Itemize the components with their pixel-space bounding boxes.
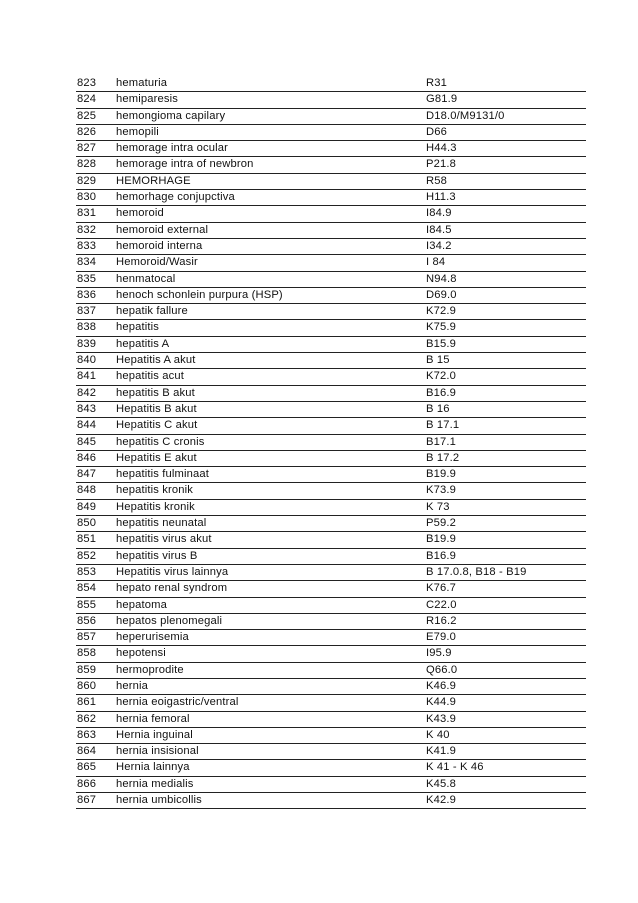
diagnosis-name: hematuria: [112, 76, 424, 92]
table-row: [76, 695, 586, 711]
diagnosis-name: hepatos plenomegali: [112, 613, 424, 629]
icd-code: D66: [424, 124, 586, 140]
row-number: 853: [76, 564, 112, 580]
icd-code: K46.9: [424, 678, 586, 694]
row-number: 826: [76, 124, 112, 140]
icd-code: I84.5: [424, 222, 586, 238]
icd-code: D69.0: [424, 287, 586, 303]
icd-code: C22.0: [424, 597, 586, 613]
table-row: [76, 532, 586, 548]
icd-code: K75.9: [424, 320, 586, 336]
row-number: 824: [76, 92, 112, 108]
row-number: 859: [76, 662, 112, 678]
diagnosis-name: hernia medialis: [112, 776, 424, 792]
table-row: [76, 760, 586, 776]
table-row: [76, 157, 586, 173]
icd-code: K72.0: [424, 369, 586, 385]
icd-code: I84.9: [424, 206, 586, 222]
icd-code: K73.9: [424, 483, 586, 499]
icd-code: B19.9: [424, 467, 586, 483]
icd-code: G81.9: [424, 92, 586, 108]
icd-code: K76.7: [424, 581, 586, 597]
table-row: [76, 727, 586, 743]
table-row: [76, 353, 586, 369]
row-number: 847: [76, 467, 112, 483]
icd-code: R16.2: [424, 613, 586, 629]
table-row: [76, 336, 586, 352]
icd-code: B 17.1: [424, 418, 586, 434]
row-number: 849: [76, 499, 112, 515]
row-number: 863: [76, 727, 112, 743]
row-number: 864: [76, 744, 112, 760]
icd-code: E79.0: [424, 630, 586, 646]
table-row: [76, 141, 586, 157]
diagnosis-name: hernia: [112, 678, 424, 694]
diagnosis-name: HEMORHAGE: [112, 173, 424, 189]
row-number: 857: [76, 630, 112, 646]
row-number: 839: [76, 336, 112, 352]
diagnosis-name: hemiparesis: [112, 92, 424, 108]
diagnosis-name: hepatitis fulminaat: [112, 467, 424, 483]
row-number: 845: [76, 434, 112, 450]
diagnosis-name: hepatitis B akut: [112, 385, 424, 401]
diagnosis-name: hepatik fallure: [112, 304, 424, 320]
diagnosis-name: Hepatitis C akut: [112, 418, 424, 434]
row-number: 856: [76, 613, 112, 629]
table-row: [76, 418, 586, 434]
row-number: 848: [76, 483, 112, 499]
row-number: 828: [76, 157, 112, 173]
diagnosis-name: hepatitis kronik: [112, 483, 424, 499]
icd-code: B 17.0.8, B18 - B19: [424, 564, 586, 580]
table-row: [76, 613, 586, 629]
icd-code: B 17.2: [424, 450, 586, 466]
icd-code: B15.9: [424, 336, 586, 352]
row-number: 860: [76, 678, 112, 694]
icd-code: I 84: [424, 255, 586, 271]
diagnosis-name: hepatitis virus akut: [112, 532, 424, 548]
row-number: 851: [76, 532, 112, 548]
icd-code: K72.9: [424, 304, 586, 320]
table-row: [76, 793, 586, 809]
row-number: 836: [76, 287, 112, 303]
diagnosis-name: henoch schonlein purpura (HSP): [112, 287, 424, 303]
row-number: 830: [76, 190, 112, 206]
diagnosis-name: hepotensi: [112, 646, 424, 662]
icd-code: K41.9: [424, 744, 586, 760]
diagnosis-name: hepatitis acut: [112, 369, 424, 385]
diagnosis-name: hemorage intra ocular: [112, 141, 424, 157]
diagnosis-name: Hernia lainnya: [112, 760, 424, 776]
table-row: [76, 597, 586, 613]
table-row: [76, 385, 586, 401]
row-number: 829: [76, 173, 112, 189]
table-row: [76, 646, 586, 662]
icd-code: N94.8: [424, 271, 586, 287]
table-row: [76, 564, 586, 580]
diagnosis-name: hernia femoral: [112, 711, 424, 727]
diagnosis-name: hepatitis A: [112, 336, 424, 352]
table-row: [76, 255, 586, 271]
diagnosis-code-table: [76, 76, 586, 809]
icd-code: K 73: [424, 499, 586, 515]
diagnosis-name: hemoroid interna: [112, 238, 424, 254]
icd-code: H44.3: [424, 141, 586, 157]
table-row: [76, 173, 586, 189]
table-row: [76, 304, 586, 320]
icd-code: I34.2: [424, 238, 586, 254]
diagnosis-name: hemoroid external: [112, 222, 424, 238]
table-row: [76, 516, 586, 532]
diagnosis-name: hepato renal syndrom: [112, 581, 424, 597]
row-number: 840: [76, 353, 112, 369]
table-row: [76, 287, 586, 303]
icd-code: K45.8: [424, 776, 586, 792]
icd-code: K 41 - K 46: [424, 760, 586, 776]
row-number: 846: [76, 450, 112, 466]
diagnosis-name: hepatitis neunatal: [112, 516, 424, 532]
table-row: [76, 467, 586, 483]
table-row: [76, 271, 586, 287]
row-number: 827: [76, 141, 112, 157]
diagnosis-name: Hemoroid/Wasir: [112, 255, 424, 271]
table-row: [76, 92, 586, 108]
row-number: 842: [76, 385, 112, 401]
row-number: 850: [76, 516, 112, 532]
diagnosis-name: hepatoma: [112, 597, 424, 613]
table-body: [76, 76, 586, 809]
icd-code: K42.9: [424, 793, 586, 809]
table-row: [76, 744, 586, 760]
diagnosis-name: heperurisemia: [112, 630, 424, 646]
table-row: [76, 369, 586, 385]
row-number: 841: [76, 369, 112, 385]
table-row: [76, 630, 586, 646]
icd-code: B17.1: [424, 434, 586, 450]
row-number: 855: [76, 597, 112, 613]
row-number: 823: [76, 76, 112, 92]
table-row: [76, 401, 586, 417]
row-number: 833: [76, 238, 112, 254]
diagnosis-name: hemorhage conjupctiva: [112, 190, 424, 206]
table-row: [76, 499, 586, 515]
diagnosis-name: hernia umbicollis: [112, 793, 424, 809]
row-number: 862: [76, 711, 112, 727]
table-row: [76, 238, 586, 254]
icd-code: B19.9: [424, 532, 586, 548]
row-number: 831: [76, 206, 112, 222]
row-number: 858: [76, 646, 112, 662]
row-number: 843: [76, 401, 112, 417]
icd-code: K44.9: [424, 695, 586, 711]
table-row: [76, 581, 586, 597]
diagnosis-name: Hepatitis A akut: [112, 353, 424, 369]
icd-code: P21.8: [424, 157, 586, 173]
icd-code: K 40: [424, 727, 586, 743]
icd-code: B 15: [424, 353, 586, 369]
table-row: [76, 108, 586, 124]
table-row: [76, 124, 586, 140]
table-row: [76, 222, 586, 238]
icd-code: K43.9: [424, 711, 586, 727]
icd-code: D18.0/M9131/0: [424, 108, 586, 124]
table-row: [76, 548, 586, 564]
table-row: [76, 190, 586, 206]
row-number: 825: [76, 108, 112, 124]
icd-code: R31: [424, 76, 586, 92]
table-row: [76, 776, 586, 792]
row-number: 844: [76, 418, 112, 434]
row-number: 835: [76, 271, 112, 287]
row-number: 832: [76, 222, 112, 238]
diagnosis-name: Hepatitis virus lainnya: [112, 564, 424, 580]
table-row: [76, 320, 586, 336]
icd-code: I95.9: [424, 646, 586, 662]
row-number: 852: [76, 548, 112, 564]
diagnosis-name: hepatitis: [112, 320, 424, 336]
diagnosis-name: hepatitis virus B: [112, 548, 424, 564]
diagnosis-name: hermoprodite: [112, 662, 424, 678]
row-number: 837: [76, 304, 112, 320]
diagnosis-name: henmatocal: [112, 271, 424, 287]
icd-code: R58: [424, 173, 586, 189]
row-number: 866: [76, 776, 112, 792]
icd-code: B16.9: [424, 548, 586, 564]
table-row: [76, 450, 586, 466]
table-row: [76, 434, 586, 450]
icd-code: H11.3: [424, 190, 586, 206]
diagnosis-name: hernia insisional: [112, 744, 424, 760]
icd-code: Q66.0: [424, 662, 586, 678]
diagnosis-name: Hepatitis B akut: [112, 401, 424, 417]
row-number: 867: [76, 793, 112, 809]
diagnosis-name: hemoroid: [112, 206, 424, 222]
diagnosis-name: hepatitis C cronis: [112, 434, 424, 450]
diagnosis-name: Hepatitis E akut: [112, 450, 424, 466]
diagnosis-name: hemongioma capilary: [112, 108, 424, 124]
diagnosis-name: hernia eoigastric/ventral: [112, 695, 424, 711]
diagnosis-name: hemopili: [112, 124, 424, 140]
table-row: [76, 76, 586, 92]
diagnosis-name: Hernia inguinal: [112, 727, 424, 743]
row-number: 838: [76, 320, 112, 336]
table-row: [76, 678, 586, 694]
row-number: 865: [76, 760, 112, 776]
row-number: 861: [76, 695, 112, 711]
icd-code: B 16: [424, 401, 586, 417]
row-number: 834: [76, 255, 112, 271]
icd-code: B16.9: [424, 385, 586, 401]
row-number: 854: [76, 581, 112, 597]
diagnosis-name: Hepatitis kronik: [112, 499, 424, 515]
table-row: [76, 711, 586, 727]
diagnosis-name: hemorage intra of newbron: [112, 157, 424, 173]
icd-code: P59.2: [424, 516, 586, 532]
table-row: [76, 483, 586, 499]
table-row: [76, 662, 586, 678]
table-row: [76, 206, 586, 222]
